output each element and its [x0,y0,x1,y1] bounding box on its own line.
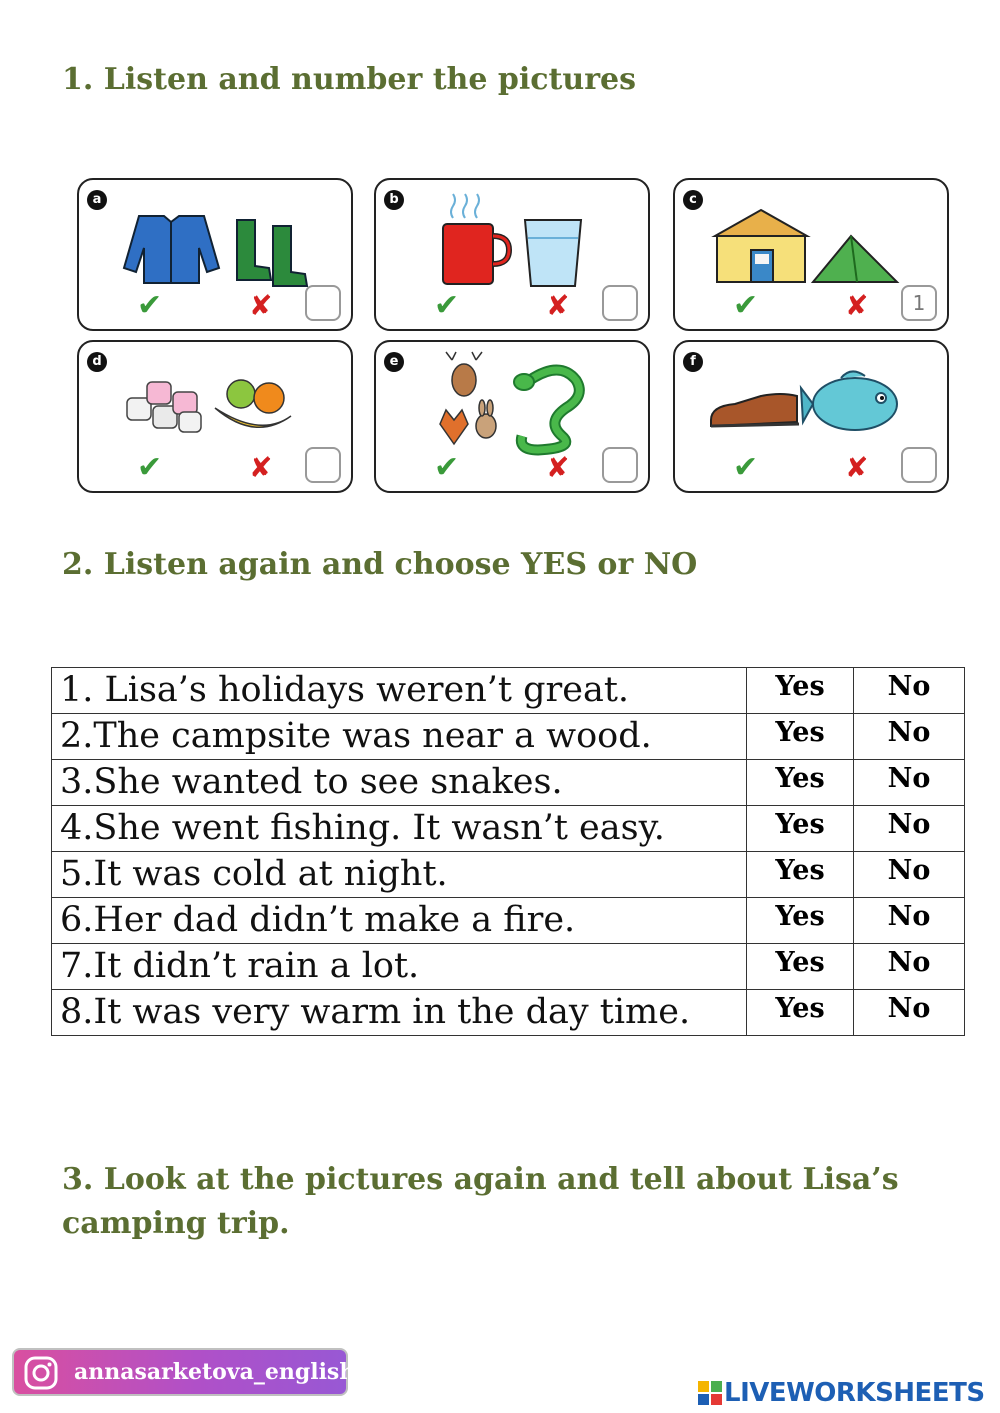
picture-card-c [673,178,949,331]
number-answer-box[interactable]: 1 [901,285,937,321]
card-letter-badge: b [384,190,404,210]
glass-of-water-icon [525,220,581,286]
section-1-heading: 1. Listen and number the pictures [62,62,636,97]
yes-option[interactable]: Yes [747,806,854,852]
statement-cell: 2.The campsite was near a wood. [52,714,747,760]
yes-option[interactable]: Yes [747,990,854,1036]
tick-icon[interactable]: ✔ [137,288,163,323]
no-option[interactable]: No [854,852,965,898]
cross-icon[interactable]: ✘ [546,289,570,322]
yes-option[interactable]: Yes [747,760,854,806]
card-letter-badge: a [87,190,107,210]
picture-card-b [374,178,650,331]
number-answer-box[interactable] [602,447,638,483]
statement-cell: 5.It was cold at night. [52,852,747,898]
table-row [52,898,965,944]
marshmallows-icon [127,382,201,432]
no-option[interactable]: No [854,944,965,990]
picture-card-d [77,340,353,493]
table-row [52,944,965,990]
no-option[interactable]: No [854,990,965,1036]
card-letter-badge: c [683,190,703,210]
yurt-and-tent-picture [711,206,911,286]
tick-icon[interactable]: ✔ [733,450,759,485]
instagram-handle: annasarketova_english [74,1359,356,1385]
fox-icon [440,410,468,444]
section-2-heading: 2. Listen again and choose YES or NO [62,547,698,582]
yes-option[interactable]: Yes [747,714,854,760]
tick-icon[interactable]: ✔ [733,288,759,323]
statement-cell: 3.She wanted to see snakes. [52,760,747,806]
cross-icon[interactable]: ✘ [249,289,273,322]
fruit-icon [215,380,291,427]
no-option[interactable]: No [854,714,965,760]
picture-card-f [673,340,949,493]
yes-option[interactable]: Yes [747,944,854,990]
yes-option[interactable]: Yes [747,852,854,898]
no-option[interactable]: No [854,760,965,806]
table-row [52,668,965,714]
brand-name: LIVEWORKSHEETS [724,1378,985,1408]
card-letter-badge: e [384,352,404,372]
picture-card-a [77,178,353,331]
tick-icon[interactable]: ✔ [137,450,163,485]
card-letter-badge: f [683,352,703,372]
table-row [52,990,965,1036]
tent-icon [813,236,897,282]
number-answer-box[interactable] [305,285,341,321]
cross-icon[interactable]: ✘ [845,289,869,322]
statement-cell: 4.She went fishing. It wasn’t easy. [52,806,747,852]
number-answer-box[interactable] [305,447,341,483]
no-option[interactable]: No [854,806,965,852]
cross-icon[interactable]: ✘ [249,451,273,484]
yurt-icon [715,210,807,282]
number-answer-box[interactable] [901,447,937,483]
yes-option[interactable]: Yes [747,668,854,714]
animals-and-snake-picture [432,350,592,456]
table-row [52,852,965,898]
cross-icon[interactable]: ✘ [546,451,570,484]
yes-option[interactable]: Yes [747,898,854,944]
instagram-badge[interactable] [12,1348,356,1396]
liveworksheets-logo-icon [698,1381,722,1405]
cross-icon[interactable]: ✘ [845,451,869,484]
statement-cell: 7.It didn’t rain a lot. [52,944,747,990]
table-row [52,806,965,852]
card-letter-badge: d [87,352,107,372]
number-answer-box[interactable] [602,285,638,321]
steam-icon [451,194,479,218]
no-option[interactable]: No [854,898,965,944]
yes-no-table [51,667,965,1036]
statement-cell: 6.Her dad didn’t make a fire. [52,898,747,944]
picture-card-e [374,340,650,493]
shoe-and-fish-picture [705,358,905,442]
snake-icon [514,370,579,450]
section-3-heading: 3. Look at the pictures again and tell about Lisa’s camping trip. [62,1162,899,1241]
jacket-and-boots-picture [109,208,309,288]
table-row [52,714,965,760]
shoe-icon [711,394,799,426]
jacket-icon [124,216,219,283]
rabbit-icon [476,400,496,438]
red-mug-icon [443,224,509,284]
table-row [52,760,965,806]
boots-icon [237,220,307,286]
hot-and-cold-drink-picture [431,190,601,290]
statement-cell: 1. Lisa’s holidays weren’t great. [52,668,747,714]
marshmallows-and-fruit-picture [119,368,299,438]
no-option[interactable]: No [854,668,965,714]
fish-icon [801,371,897,430]
statement-cell: 8.It was very warm in the day time. [52,990,747,1036]
instagram-icon [24,1356,58,1390]
tick-icon[interactable]: ✔ [434,288,460,323]
deer-icon [446,352,482,396]
tick-icon[interactable]: ✔ [434,450,460,485]
